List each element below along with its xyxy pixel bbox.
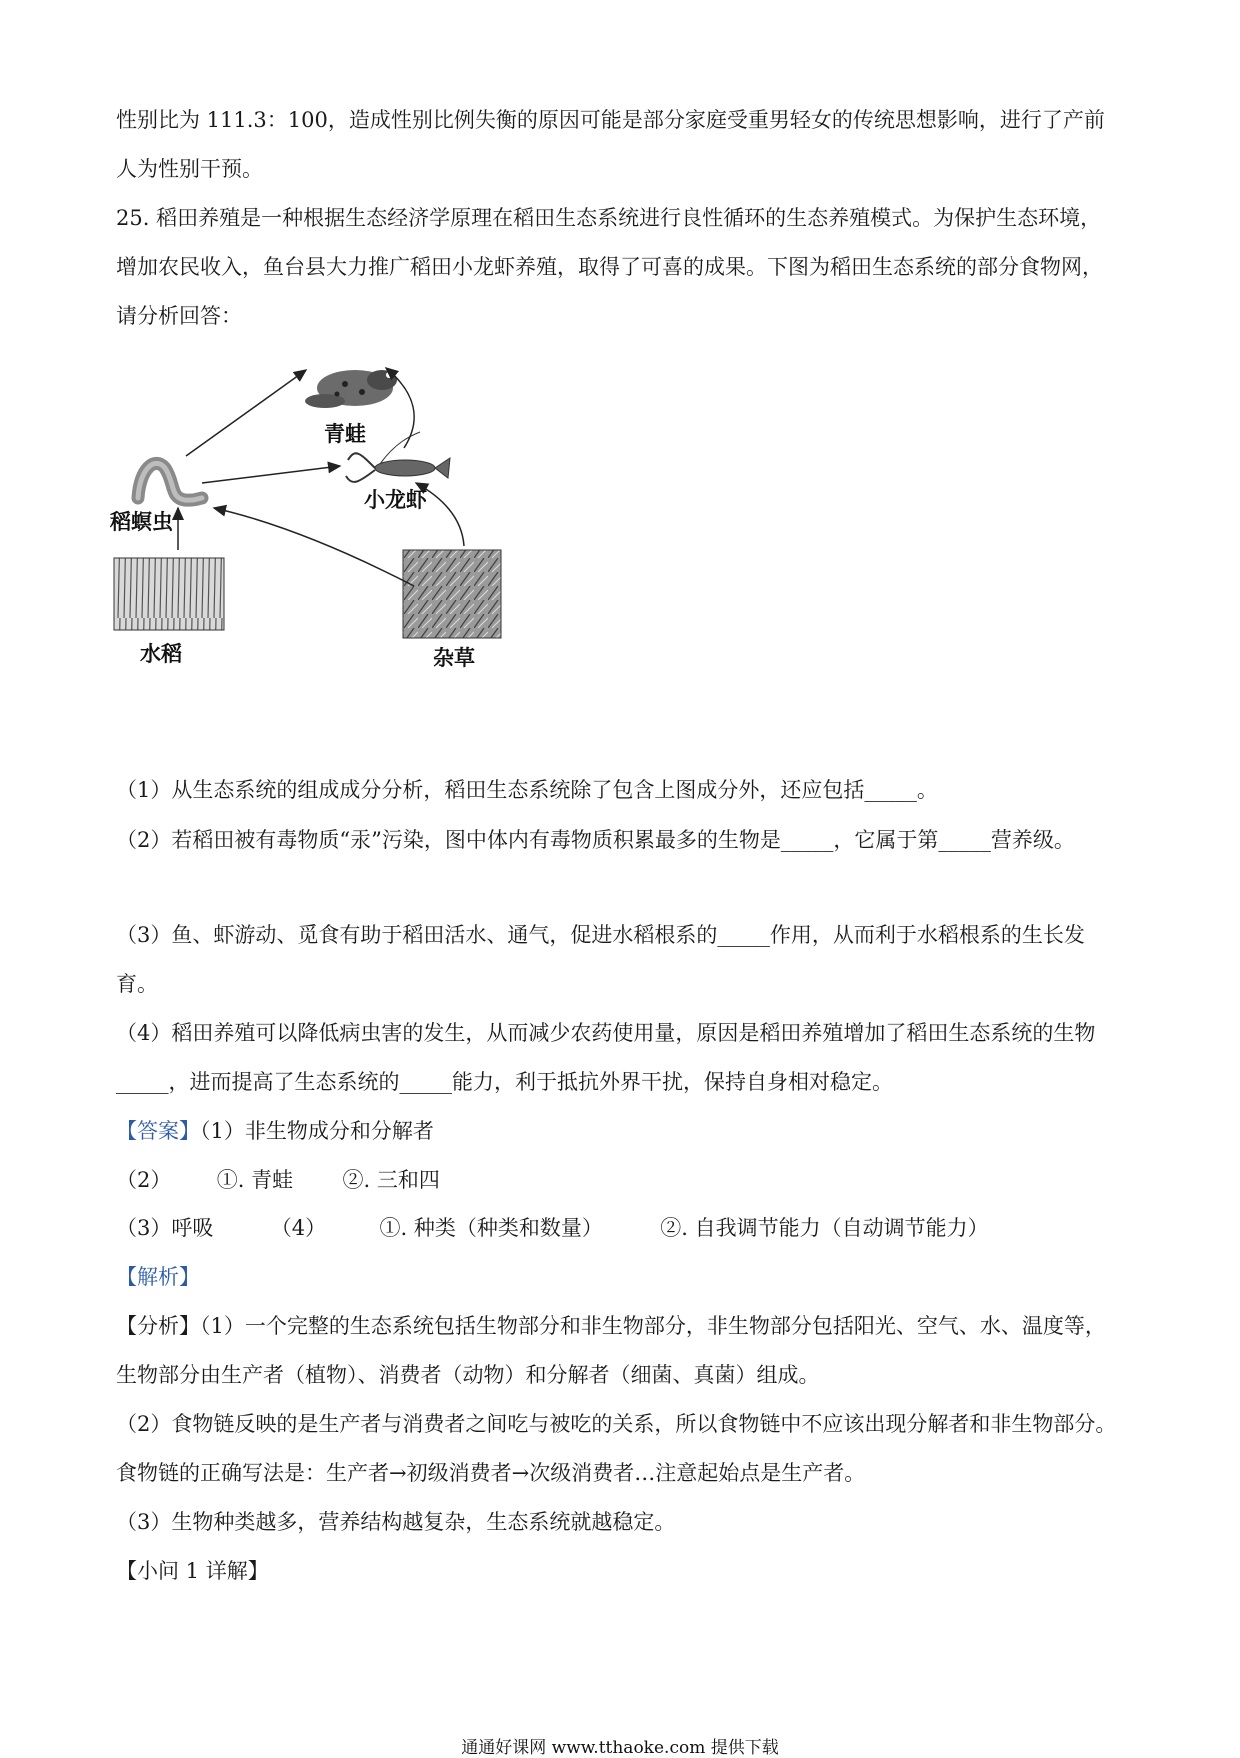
answer-tag: 【答案】 bbox=[116, 1119, 200, 1143]
question-line-3: 请分析回答： bbox=[116, 304, 242, 328]
analysis-p1-line-2: 生物部分由生产者（植物）、消费者（动物）和分解者（细菌、真菌）组成。 bbox=[116, 1363, 820, 1387]
answer-line-1 bbox=[116, 1117, 434, 1145]
food-web-figure bbox=[110, 348, 610, 748]
question-line-1: 25. 稻田养殖是一种根据生态经济学原理在稻田生态系统进行良性循环的生态养殖模式。为保护生态环境， bbox=[116, 206, 1102, 230]
question-line-2: 增加农民收入，鱼台县大力推广稻田小龙虾养殖，取得了可喜的成果。下图为稻田生态系统的部分食物网， bbox=[116, 255, 1103, 279]
label-borer: 稻螟虫 bbox=[110, 509, 173, 534]
answer-2-part-1: ①. 青蛙 bbox=[216, 1168, 294, 1192]
subquestion-4-line-1: （4）稻田养殖可以降低病虫害的发生，从而减少农药使用量，原因是稻田养殖增加了稻田生态系统的生物 bbox=[116, 1021, 1096, 1045]
rice-image bbox=[114, 558, 224, 630]
frog-image bbox=[305, 370, 397, 408]
food-web-diagram bbox=[110, 348, 610, 748]
intro-line-1: 性别比为 111.3：100，造成性别比例失衡的原因可能是部分家庭受重男轻女的传统思想影响，进行了产前 bbox=[116, 108, 1105, 132]
answer-line-3 bbox=[116, 1214, 989, 1242]
analysis-tag: 【解析】 bbox=[116, 1265, 200, 1289]
label-rice: 水稻 bbox=[140, 641, 182, 666]
subquestion-3-line-2: 育。 bbox=[116, 972, 158, 996]
label-weed: 杂草 bbox=[433, 645, 475, 670]
borer-image bbox=[138, 463, 202, 500]
analysis-p1-text: （1）一个完整的生态系统包括生物部分和非生物部分，非生物部分包括阳光、空气、水、温度等， bbox=[200, 1314, 1106, 1338]
analysis-p2-line-2: 食物链的正确写法是：生产者→初级消费者→次级消费者…注意起始点是生产者。 bbox=[116, 1461, 866, 1485]
subquestion-3-line-1: （3）鱼、虾游动、觅食有助于稻田活水、通气，促进水稻根系的_____作用，从而利于水稻根系的生长发 bbox=[116, 923, 1085, 947]
subquestion-2: （2）若稻田被有毒物质“汞”污染，图中体内有毒物质积累最多的生物是_____，它属于第_____营养级。 bbox=[116, 828, 1075, 852]
label-crayfish: 小龙虾 bbox=[364, 487, 427, 512]
analysis-p1-line-1 bbox=[116, 1312, 1106, 1340]
answer-4-number: （4） bbox=[270, 1216, 327, 1240]
answer-2-number: （2） bbox=[116, 1168, 172, 1192]
weed-image bbox=[403, 550, 501, 638]
answer-2-part-2: ②. 三和四 bbox=[342, 1168, 440, 1192]
answer-1: （1）非生物成分和分解者 bbox=[200, 1119, 434, 1143]
fenxi-tag: 【分析】 bbox=[116, 1314, 200, 1338]
intro-line-2: 人为性别干预。 bbox=[116, 157, 263, 181]
detail-tag: 【小问 1 详解】 bbox=[116, 1559, 269, 1583]
answer-4-part-1: ①. 种类（种类和数量） bbox=[379, 1216, 603, 1240]
subquestion-1: （1）从生态系统的组成成分分析，稻田生态系统除了包含上图成分外，还应包括_____。 bbox=[116, 778, 938, 802]
answer-line-2 bbox=[116, 1166, 440, 1194]
answer-3: （3）呼吸 bbox=[116, 1216, 214, 1240]
analysis-p2-line-1: （2）食物链反映的是生产者与消费者之间吃与被吃的关系，所以食物链中不应该出现分解者和非生物部分。 bbox=[116, 1412, 1117, 1436]
label-frog: 青蛙 bbox=[324, 421, 366, 446]
analysis-p3: （3）生物种类越多，营养结构越复杂，生态系统就越稳定。 bbox=[116, 1510, 676, 1534]
arrow-borer-to-crayfish bbox=[202, 466, 340, 483]
page-footer: 通通好课网 www.tthaoke.com 提供下载 bbox=[461, 1738, 779, 1758]
subquestion-4-line-2: _____，进而提高了生态系统的_____能力，利于抵抗外界干扰，保持自身相对稳定。 bbox=[116, 1070, 893, 1094]
arrow-borer-to-frog bbox=[186, 370, 306, 456]
arrow-weed-to-borer bbox=[214, 508, 414, 586]
answer-4-part-2: ②. 自我调节能力（自动调节能力） bbox=[660, 1216, 989, 1240]
